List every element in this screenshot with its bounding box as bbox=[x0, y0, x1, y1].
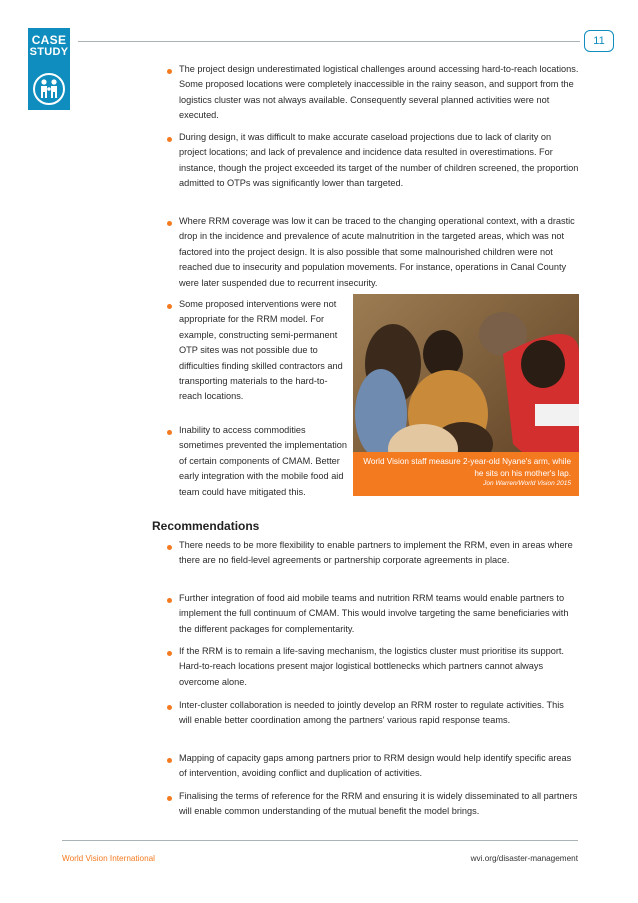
bullet-dot bbox=[167, 705, 172, 710]
recommendation-text: Further integration of food aid mobile teams and nutrition RRM teams would enable partners to implement the full continuum of CMAM. This would involve targeting the same beneficiaries with the different packages for complementarity. bbox=[179, 593, 569, 634]
bullet-dot bbox=[167, 304, 172, 309]
footer-url[interactable]: wvi.org/disaster-management bbox=[470, 854, 578, 863]
photo-caption: World Vision staff measure 2-year-old Nyane's arm, while he sits on his mother's lap. bbox=[363, 457, 571, 478]
bullet-text: Where RRM coverage was low it can be traced to the changing operational context, with a drastic drop in the incidence and prevalence of acute malnutrition in the targeted areas, which was not factored into the project design. It is also possible that some malnourished children were not reached due to insecurity and population movements. For instance, operations in Canal County were later suspended due to recurrent insecurity. bbox=[179, 216, 575, 288]
bullet-dot bbox=[167, 651, 172, 656]
bullet-dot bbox=[167, 430, 172, 435]
header-rule bbox=[78, 41, 580, 42]
photo-caption-box bbox=[353, 452, 579, 496]
bullet-dot bbox=[167, 758, 172, 763]
recommendation-text: If the RRM is to remain a life-saving mechanism, the logistics cluster must prioritise its support. Hard-to-reach locations present major logistical bottlenecks which partners cannot always overcome alone. bbox=[179, 646, 564, 687]
recommendation-text: There needs to be more flexibility to enable partners to implement the RRM, even in areas where there are no field-level agreements or partnership corporate agreements in place. bbox=[179, 540, 573, 566]
recommendation-text: Finalising the terms of reference for the RRM and ensuring it is widely disseminated to all partners will enable common understanding of the mutual benefit the model brings. bbox=[179, 791, 578, 817]
bullet-dot bbox=[167, 545, 172, 550]
bullet-text: During design, it was difficult to make accurate caseload projections due to lack of clarity on project locations; and lack of prevalence and incidence data resulted in overestimations. For instance, though the project exceeded its target of the number of children screened, the proportion admitted to OTPs was significantly lower than targeted. bbox=[179, 132, 579, 189]
bullet-text: Some proposed interventions were not appropriate for the RRM model. For example, constructing semi-permanent OTP sites was not possible due to difficulties finding skilled contractors and transporting materials to the hard-to-reach locations. bbox=[179, 299, 343, 402]
page-number: 11 bbox=[584, 30, 614, 52]
family-logo-icon bbox=[32, 72, 66, 106]
badge-study-label: STUDY bbox=[29, 46, 69, 58]
bullet-dot bbox=[167, 137, 172, 142]
recommendations-heading: Recommendations bbox=[152, 519, 260, 533]
recommendation-text: Inter-cluster collaboration is needed to jointly develop an RRM roster to regulate activities. This will enable better coordination among the partners' various rapid response teams. bbox=[179, 700, 564, 726]
footer-rule bbox=[62, 840, 578, 841]
badge-case-label: CASE bbox=[31, 33, 67, 47]
bullet-dot bbox=[167, 598, 172, 603]
bullet-dot bbox=[167, 796, 172, 801]
bullet-dot bbox=[167, 221, 172, 226]
case-study-badge bbox=[28, 28, 70, 110]
footer-organization: World Vision International bbox=[62, 854, 155, 863]
bullet-text: The project design underestimated logistical challenges around accessing hard-to-reach locations. Some proposed locations were completely inaccessible in the rainy season, and support from the logistics cluster was not always available. Consequently several planned activities were not executed. bbox=[179, 64, 579, 121]
recommendation-text: Mapping of capacity gaps among partners prior to RRM design would help identify specific areas of intervention, avoiding conflict and duplication of activities. bbox=[179, 753, 572, 779]
bullet-text: Inability to access commodities sometimes prevented the implementation of certain components of CMAM. Better early integration with the mobile food aid team could have mitigated this. bbox=[179, 425, 348, 497]
bullet-dot bbox=[167, 69, 172, 74]
photo-credit: Jon Warren/World Vision 2015 bbox=[483, 480, 571, 487]
photo-figure bbox=[353, 294, 579, 496]
